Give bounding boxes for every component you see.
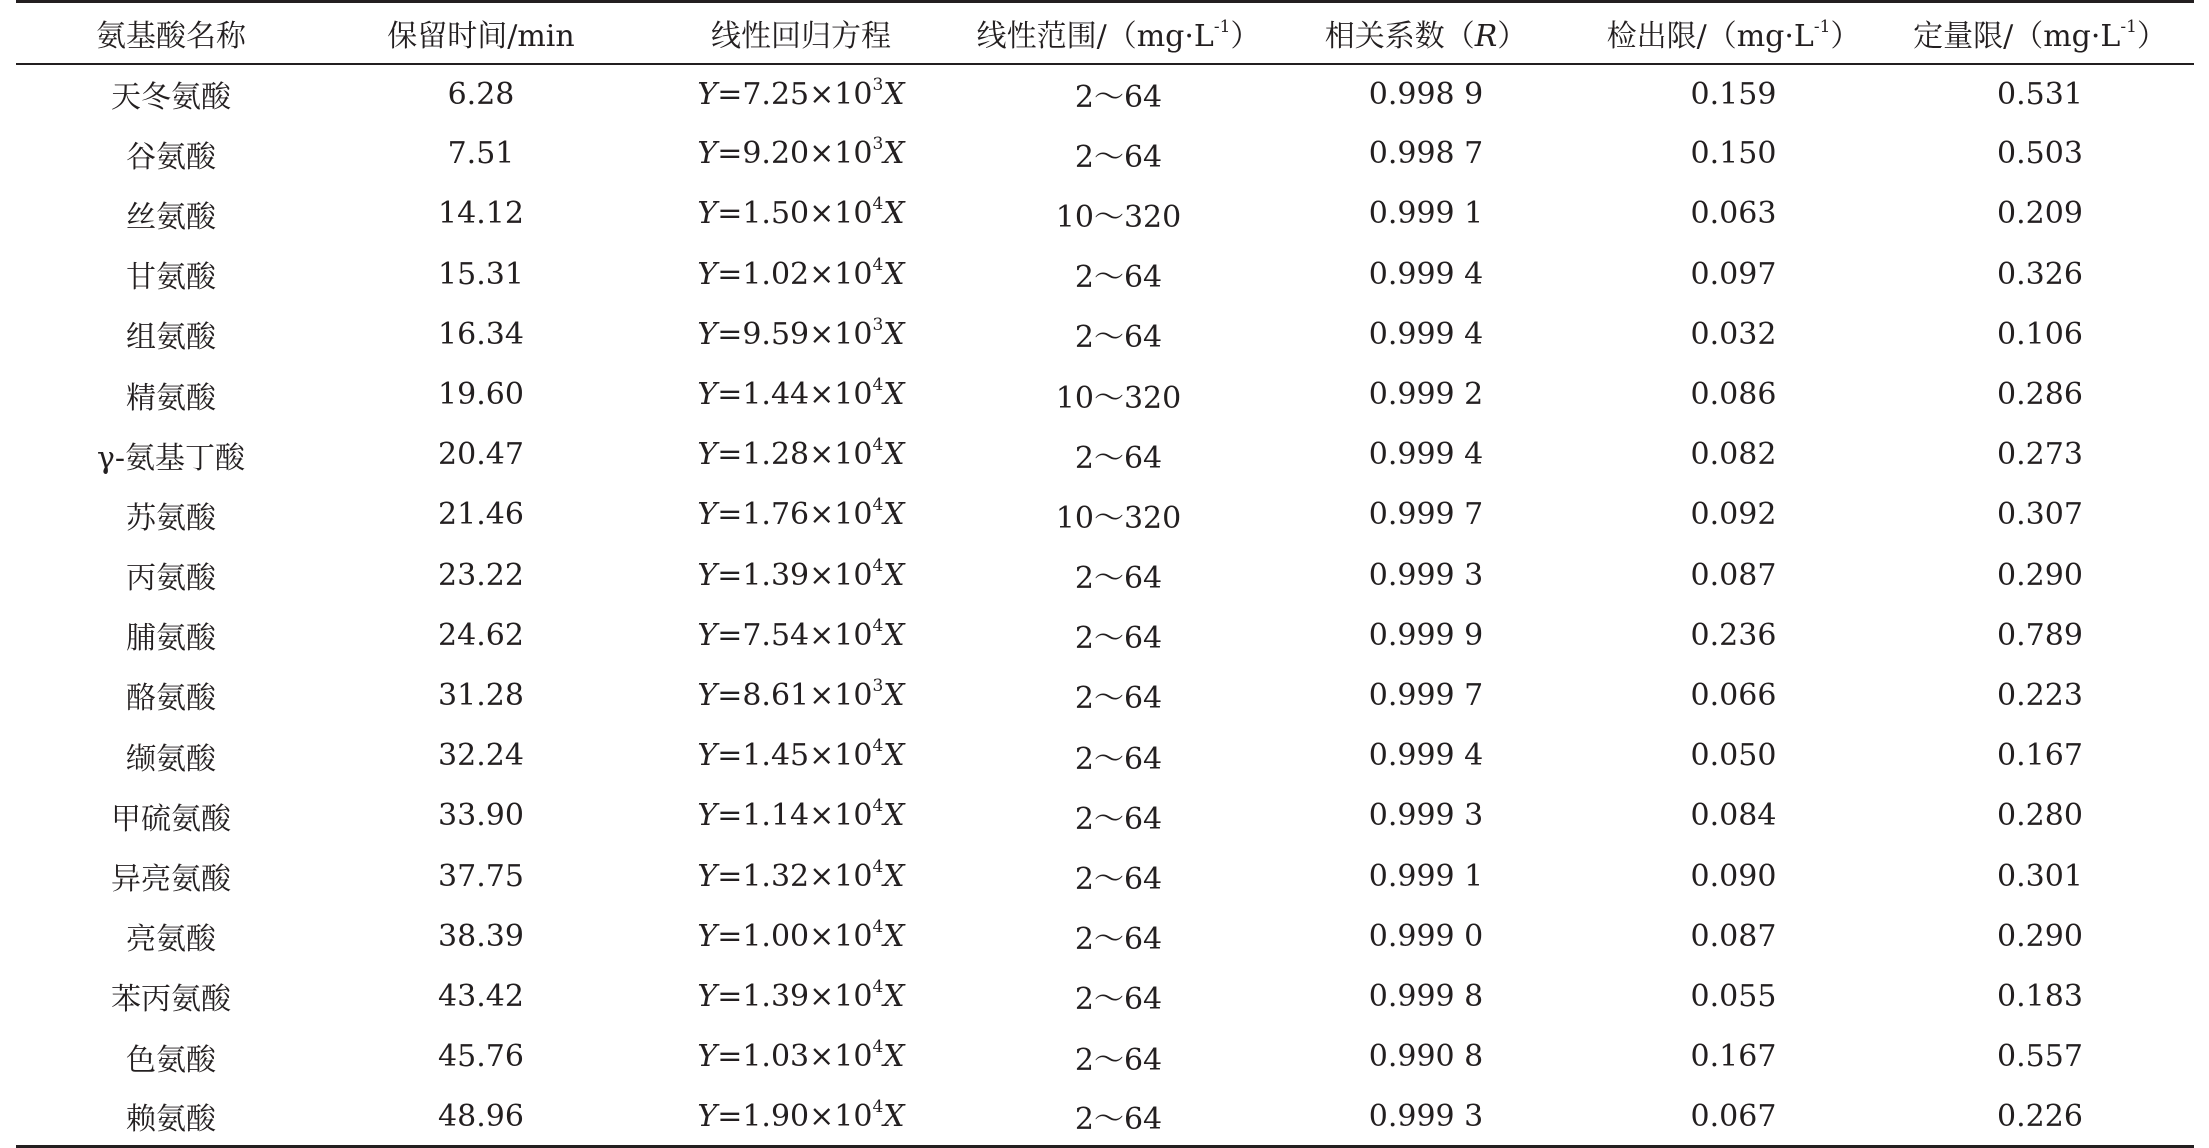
- cell-amino-acid-name: 精氨酸: [126, 380, 216, 416]
- cell-linear-range: 10～320: [1055, 199, 1182, 235]
- equation-y-var: Y: [697, 136, 718, 172]
- cell-linear-range: 10～320: [1055, 380, 1182, 416]
- equation-exponent: 4: [872, 495, 884, 516]
- cell-amino-acid-name: 丝氨酸: [126, 199, 216, 235]
- cell-retention-time: 48.96: [326, 1087, 636, 1147]
- cell-correlation-coefficient: 0.999 1: [1368, 196, 1484, 232]
- cell-retention-time: 45.76: [438, 1039, 524, 1075]
- cell-regression-equation: [636, 304, 966, 364]
- cell-amino-acid-name: 丙氨酸: [126, 561, 216, 597]
- equation-y-var: Y: [697, 196, 718, 232]
- cell-linear-range: 2～64: [1074, 80, 1163, 116]
- cell-linear-range: 2～64: [1074, 621, 1163, 657]
- equation-exponent: 4: [872, 976, 884, 997]
- cell-quantitation-limit: 0.273: [1997, 437, 2083, 473]
- cell-regression-equation: [636, 1027, 966, 1087]
- cell-quantitation-limit: 0.223: [1997, 677, 2083, 713]
- table-row: [16, 124, 2194, 184]
- cell-quantitation-limit: 0.290: [1997, 557, 2083, 593]
- equation-x-var: X: [883, 738, 905, 774]
- equation-x-var: X: [883, 136, 905, 172]
- equation-y-var: Y: [697, 377, 718, 413]
- header-loq-text: 定量限/（mg·L: [1913, 18, 2121, 54]
- cell-retention-time: 24.62: [438, 617, 524, 653]
- cell-quantitation-limit: 0.290: [1997, 918, 2083, 954]
- header-lod-text: 检出限/（mg·L: [1606, 18, 1814, 54]
- cell-retention-time: 20.47: [438, 437, 524, 473]
- equation-coefficient: =1.03×10: [717, 1039, 873, 1075]
- cell-linear-range: 2～64: [1074, 982, 1163, 1018]
- cell-amino-acid-name: 谷氨酸: [126, 139, 216, 175]
- equation-x-var: X: [883, 677, 905, 713]
- equation-exponent: 3: [872, 675, 884, 696]
- cell-quantitation-limit: 0.307: [1997, 497, 2083, 533]
- header-linear-range-sup: -1: [1213, 16, 1231, 37]
- cell-correlation-coefficient: 0.999 7: [1368, 497, 1484, 533]
- equation-x-var: X: [883, 377, 905, 413]
- header-loq-close: ）: [2136, 18, 2167, 54]
- equation-coefficient: =8.61×10: [717, 677, 873, 713]
- table-row: [16, 1087, 2194, 1147]
- header-loq: [1886, 2, 2194, 64]
- equation-exponent: 4: [872, 555, 884, 576]
- header-loq-sup: -1: [2120, 16, 2137, 37]
- table-row: [16, 966, 2194, 1026]
- cell-retention-time: 33.90: [438, 798, 524, 834]
- cell-retention-time: 16.34: [438, 316, 524, 352]
- equation-exponent: 4: [872, 916, 884, 937]
- cell-quantitation-limit: 0.286: [1997, 377, 2083, 413]
- equation-x-var: X: [883, 76, 905, 112]
- equation-y-var: Y: [697, 256, 718, 292]
- equation-coefficient: =1.39×10: [717, 557, 873, 593]
- equation-x-var: X: [883, 196, 905, 232]
- equation-coefficient: =7.54×10: [717, 617, 873, 653]
- cell-quantitation-limit: 0.531: [1997, 76, 2083, 112]
- cell-retention-time: 21.46: [438, 497, 524, 533]
- cell-regression-equation: [636, 485, 966, 545]
- cell-amino-acid-name: 甘氨酸: [126, 260, 216, 296]
- equation-y-var: Y: [697, 557, 718, 593]
- equation-coefficient: =1.28×10: [717, 437, 873, 473]
- cell-detection-limit: 0.150: [1690, 136, 1777, 172]
- cell-detection-limit: 0.087: [1690, 557, 1777, 593]
- cell-linear-range: 2～64: [966, 1087, 1271, 1147]
- equation-exponent: 4: [872, 435, 884, 456]
- cell-amino-acid-name: 赖氨酸: [16, 1087, 326, 1147]
- cell-regression-equation: [636, 64, 966, 124]
- equation-coefficient: =1.45×10: [717, 738, 873, 774]
- cell-quantitation-limit: 0.503: [1997, 136, 2083, 172]
- equation-coefficient: =9.59×10: [717, 316, 873, 352]
- cell-detection-limit: 0.159: [1690, 76, 1777, 112]
- cell-retention-time: 7.51: [447, 136, 515, 172]
- cell-correlation-coefficient: 0.999 7: [1368, 677, 1484, 713]
- header-lod-sup: -1: [1813, 16, 1831, 37]
- equation-coefficient: =1.90×10: [717, 1098, 873, 1134]
- cell-linear-range: 2～64: [1074, 320, 1163, 356]
- header-linear-range: [966, 2, 1271, 64]
- equation-y-var: Y: [697, 738, 718, 774]
- cell-linear-range: 2～64: [1074, 561, 1163, 597]
- cell-correlation-coefficient: 0.999 9: [1368, 617, 1484, 653]
- header-correlation-text: 相关系数（: [1324, 18, 1475, 54]
- cell-regression-equation: [636, 846, 966, 906]
- equation-exponent: 4: [872, 1096, 884, 1117]
- header-correlation-close: ）: [1497, 18, 1528, 54]
- equation-x-var: X: [883, 918, 905, 954]
- cell-detection-limit: 0.082: [1690, 437, 1777, 473]
- equation-y-var: Y: [697, 437, 718, 473]
- equation-y-var: Y: [697, 677, 718, 713]
- amino-acid-calibration-table: [16, 0, 2194, 1148]
- equation-x-var: X: [883, 557, 905, 593]
- cell-amino-acid-name: 甲硫氨酸: [111, 801, 231, 837]
- cell-amino-acid-name: 脯氨酸: [126, 621, 216, 657]
- equation-x-var: X: [883, 316, 905, 352]
- header-correlation: [1271, 2, 1581, 64]
- equation-x-var: X: [883, 858, 905, 894]
- cell-detection-limit: 0.167: [1690, 1039, 1777, 1075]
- cell-detection-limit: 0.086: [1690, 377, 1777, 413]
- header-linear-range-close: ）: [1230, 18, 1261, 54]
- cell-quantitation-limit: 0.209: [1997, 196, 2083, 232]
- cell-linear-range: 2～64: [1074, 741, 1163, 777]
- cell-regression-equation: [636, 244, 966, 304]
- cell-linear-range: 10～320: [1055, 500, 1182, 536]
- equation-x-var: X: [883, 1098, 905, 1134]
- cell-retention-time: 31.28: [438, 677, 524, 713]
- equation-coefficient: =9.20×10: [717, 136, 873, 172]
- cell-amino-acid-name: 酪氨酸: [126, 681, 216, 717]
- cell-retention-time: 6.28: [447, 76, 515, 112]
- cell-retention-time: 19.60: [438, 377, 524, 413]
- cell-detection-limit: 0.066: [1690, 677, 1777, 713]
- cell-retention-time: 15.31: [438, 256, 524, 292]
- table-row: [16, 786, 2194, 846]
- cell-detection-limit: 0.087: [1690, 918, 1777, 954]
- equation-coefficient: =1.14×10: [717, 798, 873, 834]
- cell-correlation-coefficient: 0.998 9: [1368, 76, 1484, 112]
- equation-coefficient: =1.44×10: [717, 377, 873, 413]
- cell-detection-limit: 0.090: [1690, 858, 1777, 894]
- cell-correlation-coefficient: 0.999 4: [1368, 256, 1484, 292]
- cell-regression-equation: [636, 966, 966, 1026]
- header-lod: [1581, 2, 1886, 64]
- cell-correlation-coefficient: 0.999 3: [1368, 557, 1484, 593]
- cell-detection-limit: 0.084: [1690, 798, 1777, 834]
- equation-exponent: 3: [872, 74, 884, 95]
- equation-y-var: Y: [697, 1039, 718, 1075]
- equation-x-var: X: [883, 1039, 905, 1075]
- equation-x-var: X: [883, 256, 905, 292]
- equation-coefficient: =1.76×10: [717, 497, 873, 533]
- cell-linear-range: 2～64: [1074, 1042, 1163, 1078]
- equation-coefficient: =1.02×10: [717, 256, 873, 292]
- cell-amino-acid-name: 缬氨酸: [126, 741, 216, 777]
- equation-exponent: 4: [872, 856, 884, 877]
- table-row: [16, 64, 2194, 124]
- cell-correlation-coefficient: 0.999 4: [1368, 316, 1484, 352]
- cell-regression-equation: [636, 184, 966, 244]
- table-row: [16, 184, 2194, 244]
- header-correlation-var: R: [1474, 18, 1498, 54]
- cell-retention-time: 43.42: [438, 978, 524, 1014]
- equation-y-var: Y: [697, 798, 718, 834]
- cell-linear-range: 2～64: [1074, 440, 1163, 476]
- cell-regression-equation: [636, 726, 966, 786]
- cell-linear-range: 2～64: [1074, 801, 1163, 837]
- equation-x-var: X: [883, 497, 905, 533]
- equation-y-var: Y: [697, 978, 718, 1014]
- equation-exponent: 4: [872, 736, 884, 757]
- cell-amino-acid-name: 色氨酸: [126, 1042, 216, 1078]
- cell-amino-acid-name: 亮氨酸: [126, 922, 216, 958]
- equation-x-var: X: [883, 978, 905, 1014]
- table-body: [16, 64, 2194, 1147]
- cell-detection-limit: 0.032: [1690, 316, 1777, 352]
- table-row: [16, 244, 2194, 304]
- cell-retention-time: 37.75: [438, 858, 524, 894]
- cell-amino-acid-name: 苯丙氨酸: [111, 982, 231, 1018]
- cell-quantitation-limit: 0.301: [1997, 858, 2083, 894]
- equation-exponent: 4: [872, 375, 884, 396]
- equation-coefficient: =1.32×10: [717, 858, 873, 894]
- cell-correlation-coefficient: 0.999 4: [1368, 738, 1484, 774]
- cell-correlation-coefficient: 0.999 1: [1368, 858, 1484, 894]
- equation-exponent: 4: [872, 1037, 884, 1058]
- cell-retention-time: 23.22: [438, 557, 524, 593]
- cell-detection-limit: 0.092: [1690, 497, 1777, 533]
- cell-linear-range: 2～64: [1074, 862, 1163, 898]
- cell-amino-acid-name: 苏氨酸: [126, 500, 216, 536]
- equation-coefficient: =1.50×10: [717, 196, 873, 232]
- equation-exponent: 4: [872, 615, 884, 636]
- equation-exponent: 4: [872, 254, 884, 275]
- cell-regression-equation: [636, 665, 966, 725]
- cell-regression-equation: [636, 425, 966, 485]
- cell-quantitation-limit: 0.183: [1997, 978, 2083, 1014]
- cell-quantitation-limit: 0.226: [1886, 1087, 2194, 1147]
- table-row: [16, 304, 2194, 364]
- equation-coefficient: =1.00×10: [717, 918, 873, 954]
- table-row: [16, 485, 2194, 545]
- cell-regression-equation: [636, 605, 966, 665]
- cell-retention-time: 14.12: [438, 196, 524, 232]
- cell-quantitation-limit: 0.789: [1997, 617, 2083, 653]
- equation-y-var: Y: [697, 617, 718, 653]
- equation-coefficient: =1.39×10: [717, 978, 873, 1014]
- cell-retention-time: 32.24: [438, 738, 524, 774]
- table-row: [16, 846, 2194, 906]
- cell-quantitation-limit: 0.106: [1997, 316, 2083, 352]
- cell-correlation-coefficient: 0.998 7: [1368, 136, 1484, 172]
- header-retention-time: 保留时间/min: [326, 2, 636, 64]
- table-row: [16, 605, 2194, 665]
- cell-detection-limit: 0.067: [1581, 1087, 1886, 1147]
- cell-linear-range: 2～64: [1074, 139, 1163, 175]
- cell-regression-equation: [636, 545, 966, 605]
- cell-regression-equation: [636, 906, 966, 966]
- equation-exponent: 3: [872, 134, 884, 155]
- table-header-row: [16, 2, 2194, 64]
- cell-detection-limit: 0.055: [1690, 978, 1777, 1014]
- table-row: [16, 1027, 2194, 1087]
- equation-coefficient: =7.25×10: [717, 76, 873, 112]
- equation-y-var: Y: [697, 497, 718, 533]
- cell-correlation-coefficient: 0.999 3: [1368, 798, 1484, 834]
- cell-quantitation-limit: 0.326: [1997, 256, 2083, 292]
- equation-y-var: Y: [697, 1098, 718, 1134]
- cell-detection-limit: 0.063: [1690, 196, 1777, 232]
- cell-regression-equation: [636, 124, 966, 184]
- cell-detection-limit: 0.236: [1690, 617, 1777, 653]
- cell-amino-acid-name: γ-氨基丁酸: [96, 440, 246, 476]
- table-row: [16, 364, 2194, 424]
- cell-amino-acid-name: 天冬氨酸: [111, 80, 231, 116]
- table-row: [16, 665, 2194, 725]
- cell-amino-acid-name: 异亮氨酸: [111, 862, 231, 898]
- equation-x-var: X: [883, 437, 905, 473]
- cell-linear-range: 2～64: [1074, 681, 1163, 717]
- cell-correlation-coefficient: 0.999 2: [1368, 377, 1484, 413]
- cell-regression-equation: [636, 786, 966, 846]
- cell-regression-equation: [636, 364, 966, 424]
- cell-quantitation-limit: 0.557: [1997, 1039, 2083, 1075]
- cell-correlation-coefficient: 0.999 4: [1368, 437, 1484, 473]
- cell-correlation-coefficient: 0.999 0: [1368, 918, 1484, 954]
- cell-linear-range: 2～64: [1074, 260, 1163, 296]
- header-lod-close: ）: [1830, 18, 1861, 54]
- table-row: [16, 425, 2194, 485]
- cell-linear-range: 2～64: [1074, 922, 1163, 958]
- cell-correlation-coefficient: 0.990 8: [1368, 1039, 1484, 1075]
- cell-quantitation-limit: 0.167: [1997, 738, 2083, 774]
- cell-amino-acid-name: 组氨酸: [126, 320, 216, 356]
- table-container: [16, 0, 2194, 1148]
- table-row: [16, 906, 2194, 966]
- equation-exponent: 4: [872, 194, 884, 215]
- equation-y-var: Y: [697, 918, 718, 954]
- table-row: [16, 726, 2194, 786]
- cell-quantitation-limit: 0.280: [1997, 798, 2083, 834]
- cell-correlation-coefficient: 0.999 3: [1271, 1087, 1581, 1147]
- equation-x-var: X: [883, 798, 905, 834]
- equation-y-var: Y: [697, 858, 718, 894]
- equation-x-var: X: [883, 617, 905, 653]
- header-regression-equation: 线性回归方程: [636, 2, 966, 64]
- equation-exponent: 3: [872, 314, 884, 335]
- cell-detection-limit: 0.097: [1690, 256, 1777, 292]
- cell-regression-equation: [636, 1087, 966, 1147]
- equation-exponent: 4: [872, 796, 884, 817]
- table-row: [16, 545, 2194, 605]
- header-name: 氨基酸名称: [16, 2, 326, 64]
- cell-detection-limit: 0.050: [1690, 738, 1777, 774]
- equation-y-var: Y: [697, 316, 718, 352]
- cell-correlation-coefficient: 0.999 8: [1368, 978, 1484, 1014]
- cell-retention-time: 38.39: [438, 918, 524, 954]
- equation-y-var: Y: [697, 76, 718, 112]
- header-linear-range-text: 线性范围/（mg·L: [976, 18, 1214, 54]
